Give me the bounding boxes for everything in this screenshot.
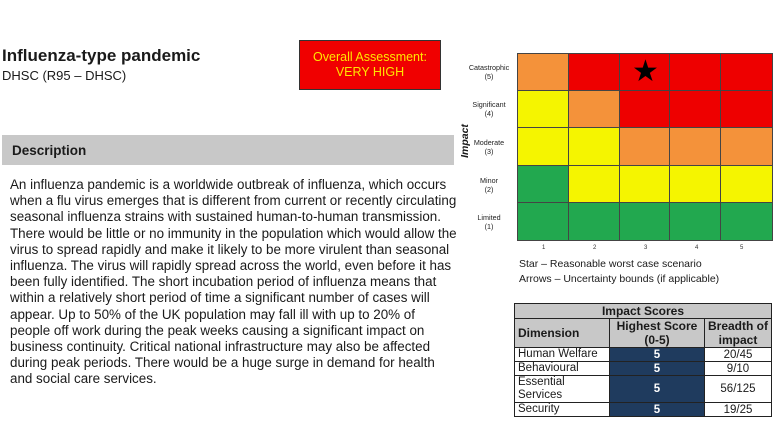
y-label-2	[464, 176, 514, 194]
y-label-1	[464, 213, 514, 231]
y-label-text: Limited	[477, 213, 501, 222]
matrix-cell	[620, 91, 671, 128]
impact-axis-label: Impact	[458, 124, 471, 158]
page-title: Influenza-type pandemic	[2, 46, 201, 65]
column-header-dimension: Dimension	[515, 319, 610, 348]
matrix-cell	[518, 54, 569, 91]
y-label-text: Significant	[472, 100, 506, 109]
breadth-cell: 20/45	[705, 348, 772, 362]
matrix-cell	[569, 54, 620, 91]
matrix-cell	[518, 203, 569, 240]
matrix-cell	[721, 166, 772, 203]
matrix-cell	[721, 54, 772, 91]
score-cell: 5	[610, 376, 705, 403]
column-header-breadth: Breadth of impact	[705, 319, 772, 348]
y-label-level: (2)	[484, 185, 494, 194]
matrix-cell	[620, 166, 671, 203]
matrix-cell	[518, 128, 569, 165]
y-label-text: Moderate	[473, 138, 505, 147]
overall-assessment-box	[299, 40, 441, 90]
dimension-cell: Security	[515, 403, 610, 417]
y-label-level: (4)	[484, 109, 494, 118]
breadth-cell: 56/125	[705, 376, 772, 403]
score-cell: 5	[610, 403, 705, 417]
breadth-cell: 9/10	[705, 362, 772, 376]
x-tick: 3	[644, 245, 648, 251]
y-label-4	[464, 100, 514, 118]
table-row	[515, 362, 772, 376]
impact-scores-table	[514, 303, 772, 417]
table-row	[515, 348, 772, 362]
y-label-3	[464, 138, 514, 156]
matrix-cell	[569, 91, 620, 128]
matrix-cell	[670, 91, 721, 128]
matrix-cell	[569, 128, 620, 165]
x-tick: 1	[542, 245, 546, 251]
table-row	[515, 403, 772, 417]
y-label-text: Minor	[480, 176, 498, 185]
page-subtitle: DHSC (R95 – DHSC)	[2, 68, 127, 83]
x-tick: 2	[593, 245, 597, 251]
y-label-level: (1)	[484, 222, 494, 231]
x-tick: 4	[695, 245, 699, 251]
breadth-cell: 19/25	[705, 403, 772, 417]
dimension-cell: Behavioural	[515, 362, 610, 376]
column-header-highest-score: Highest Score (0-5)	[610, 319, 705, 348]
score-cell: 5	[610, 348, 705, 362]
overall-assessment-label: Overall Assessment:	[313, 50, 427, 64]
dimension-cell: Human Welfare	[515, 348, 610, 362]
matrix-cell	[670, 54, 721, 91]
legend-star: Star – Reasonable worst case scenario	[519, 258, 702, 270]
y-label-5	[464, 63, 514, 81]
y-label-text: Catastrophic	[468, 63, 510, 72]
legend-arrows: Arrows – Uncertainty bounds (if applicable)	[519, 273, 720, 285]
table-row	[515, 376, 772, 403]
impact-scores-title: Impact Scores	[515, 304, 772, 319]
matrix-cell	[569, 166, 620, 203]
star-icon: ★	[632, 55, 659, 88]
y-label-level: (5)	[484, 72, 494, 81]
matrix-cell	[721, 91, 772, 128]
matrix-cell	[670, 128, 721, 165]
dimension-cell: Essential Services	[515, 376, 610, 403]
matrix-cell	[670, 203, 721, 240]
y-label-level: (3)	[484, 147, 494, 156]
overall-assessment-value: VERY HIGH	[335, 65, 405, 79]
score-cell: 5	[610, 362, 705, 376]
matrix-cell	[670, 166, 721, 203]
matrix-cell	[569, 203, 620, 240]
matrix-cell	[721, 203, 772, 240]
matrix-cell	[518, 166, 569, 203]
matrix-cell	[721, 128, 772, 165]
matrix-cell	[620, 203, 671, 240]
description-heading: Description	[12, 143, 87, 158]
matrix-cell	[620, 128, 671, 165]
description-text: An influenza pandemic is a worldwide outbreak of influenza, which occurs when a flu virus emerges that is different from current or recently circulating seasonal influenza strains with sustained human-to-human transmission. There would be little or no immunity in the population which would allow the virus to spread rapidly and make it likely to be more virulent than seasonal influenza. The virus will rapidly spread across the world, even before it has been fully identified. The short incubation period of influenza means that within a relatively short period of time a significant number of cases will appear. Up to 50% of the UK population may fall ill with up to 20% of people off work during the peak weeks causing a significant impact on business continuity. Critical national infrastructure may also be affected during peak periods. There would be a huge surge in demand for health and social care services.	[10, 177, 457, 387]
x-tick: 5	[740, 245, 744, 251]
matrix-cell	[518, 91, 569, 128]
